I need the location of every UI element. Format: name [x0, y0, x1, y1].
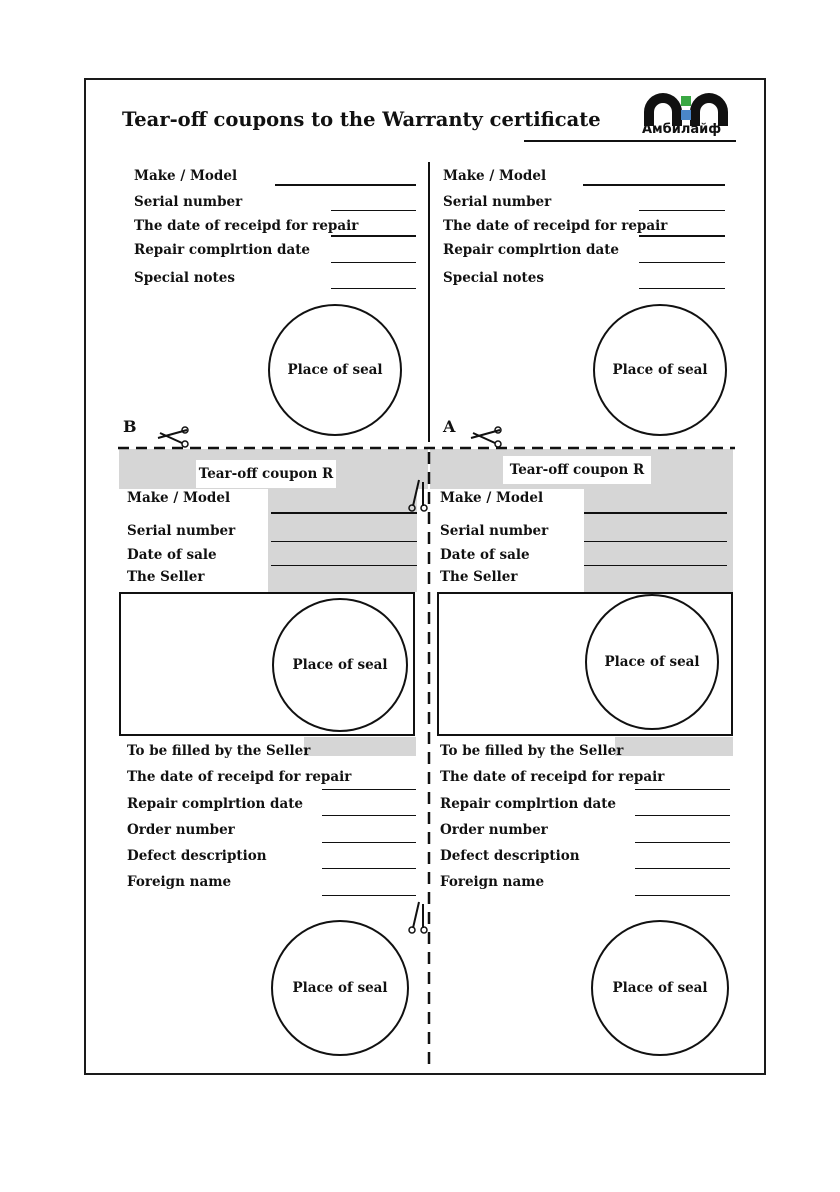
scissors-icon	[407, 900, 429, 934]
coupon-letter-a: A	[443, 417, 456, 436]
defect-description-label: Defect description	[127, 848, 267, 864]
seal-label: Place of seal	[604, 654, 700, 670]
serial-number-label: Serial number	[443, 194, 552, 210]
receipt-date-label: The date of receipd for repair	[440, 769, 665, 785]
receipt-date-label: The date of receipd for repair	[127, 769, 352, 785]
date-of-sale-label: Date of sale	[440, 547, 530, 563]
coupon-letter-b: B	[123, 417, 137, 436]
seal-label: Place of seal	[612, 980, 708, 996]
foreign-name-label: Foreign name	[440, 874, 545, 890]
serial-number-label: Serial number	[134, 194, 243, 210]
seal-label: Place of seal	[287, 362, 383, 378]
completion-date-label: Repair complrtion date	[440, 796, 617, 812]
completion-date-label: Repair complrtion date	[443, 242, 620, 258]
coupon-title: Tear-off coupon R	[503, 456, 651, 484]
foreign-name-label: Foreign name	[127, 874, 232, 890]
logo-text: Амбилайф	[642, 122, 722, 137]
filled-by-seller-label: To be filled by the Seller	[440, 743, 624, 759]
order-number-label: Order number	[440, 822, 548, 838]
scissors-icon	[407, 478, 429, 512]
make-model-label: Make / Model	[134, 168, 238, 184]
serial-number-label: Serial number	[440, 523, 549, 539]
make-model-label: Make / Model	[440, 490, 544, 506]
coupon-title: Tear-off coupon R	[196, 460, 336, 488]
order-number-label: Order number	[127, 822, 235, 838]
special-notes-label: Special notes	[134, 270, 235, 286]
seller-label: The Seller	[440, 569, 518, 585]
receipt-date-label: The date of receipd for repair	[134, 218, 359, 234]
serial-number-label: Serial number	[127, 523, 236, 539]
date-of-sale-label: Date of sale	[127, 547, 217, 563]
completion-date-label: Repair complrtion date	[127, 796, 304, 812]
make-model-label: Make / Model	[127, 490, 231, 506]
page-title: Tear-off coupons to the Warranty certificate	[122, 108, 601, 131]
seal-label: Place of seal	[292, 980, 388, 996]
seal-label: Place of seal	[612, 362, 708, 378]
completion-date-label: Repair complrtion date	[134, 242, 311, 258]
special-notes-label: Special notes	[443, 270, 544, 286]
seller-label: The Seller	[127, 569, 205, 585]
seal-label: Place of seal	[292, 657, 388, 673]
receipt-date-label: The date of receipd for repair	[443, 218, 668, 234]
defect-description-label: Defect description	[440, 848, 580, 864]
filled-by-seller-label: To be filled by the Seller	[127, 743, 311, 759]
make-model-label: Make / Model	[443, 168, 547, 184]
